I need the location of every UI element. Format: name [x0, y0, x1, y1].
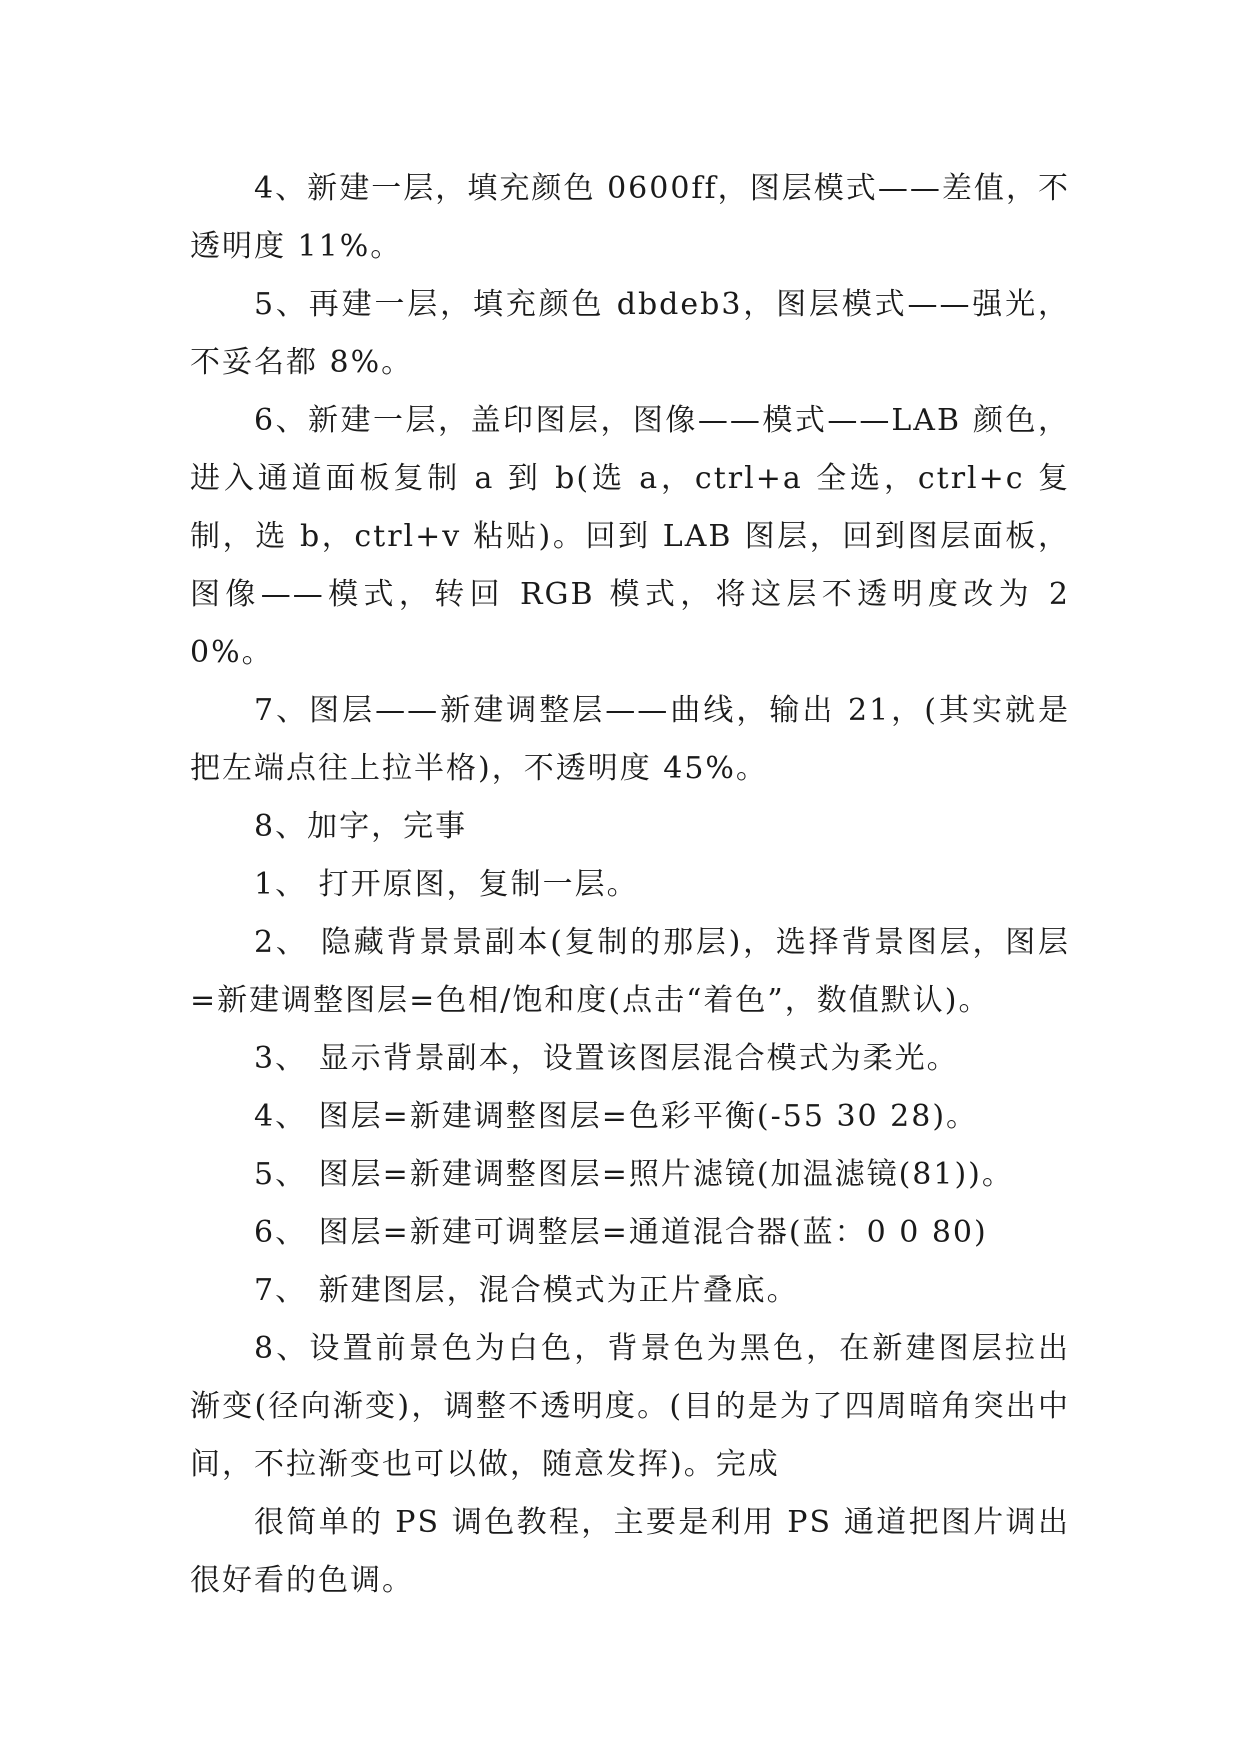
paragraph-step-8-add-text: 8、加字，完事 — [254, 809, 468, 844]
document-body — [190, 160, 1070, 1610]
paragraph-step-5-hard-light: 5、再建一层，填充颜色 dbdeb3，图层模式——强光，不妥名都 8%。 — [190, 287, 1070, 380]
paragraph-step-4-color-balance: 4、 图层=新建调整图层=色彩平衡(-55 30 28)。 — [254, 1099, 979, 1134]
paragraph-step-4-difference: 4、新建一层，填充颜色 0600ff，图层模式——差值，不透明度 11%。 — [190, 171, 1070, 264]
paragraph-step-1-open-image: 1、 打开原图，复制一层。 — [254, 867, 639, 902]
paragraph-step-5-photo-filter: 5、 图层=新建调整图层=照片滤镜(加温滤镜(81))。 — [254, 1157, 1014, 1192]
paragraph-step-8-gradient: 8、设置前景色为白色，背景色为黑色，在新建图层拉出渐变(径向渐变)，调整不透明度。(目的是为了四周暗角突出中间，不拉渐变也可以做，随意发挥)。完成 — [190, 1331, 1070, 1482]
paragraph-step-3-soft-light: 3、 显示背景副本，设置该图层混合模式为柔光。 — [254, 1041, 959, 1076]
paragraph-step-7-multiply: 7、 新建图层，混合模式为正片叠底。 — [254, 1273, 799, 1308]
paragraph-step-6-lab-color: 6、新建一层，盖印图层，图像——模式——LAB 颜色，进入通道面板复制 a 到 b(选 a，ctrl+a 全选，ctrl+c 复制，选 b，ctrl+v 粘贴)。回到 LAB 图层，回到图层面板，图像——模式，转回 RGB 模式，将这层不透明度改为 20%。 — [190, 403, 1070, 670]
paragraph-step-6-channel-mixer: 6、 图层=新建可调整层=通道混合器(蓝：0 0 80) — [254, 1215, 988, 1250]
paragraph-step-2-hue-saturation: 2、 隐藏背景景副本(复制的那层)，选择背景图层，图层=新建调整图层=色相/饱和度(点击“着色”，数值默认)。 — [190, 925, 1070, 1018]
paragraph-summary: 很简单的 PS 调色教程，主要是利用 PS 通道把图片调出很好看的色调。 — [190, 1505, 1070, 1598]
paragraph-step-7-curves: 7、图层——新建调整层——曲线，输出 21，(其实就是把左端点往上拉半格)，不透明度 45%。 — [190, 693, 1070, 786]
